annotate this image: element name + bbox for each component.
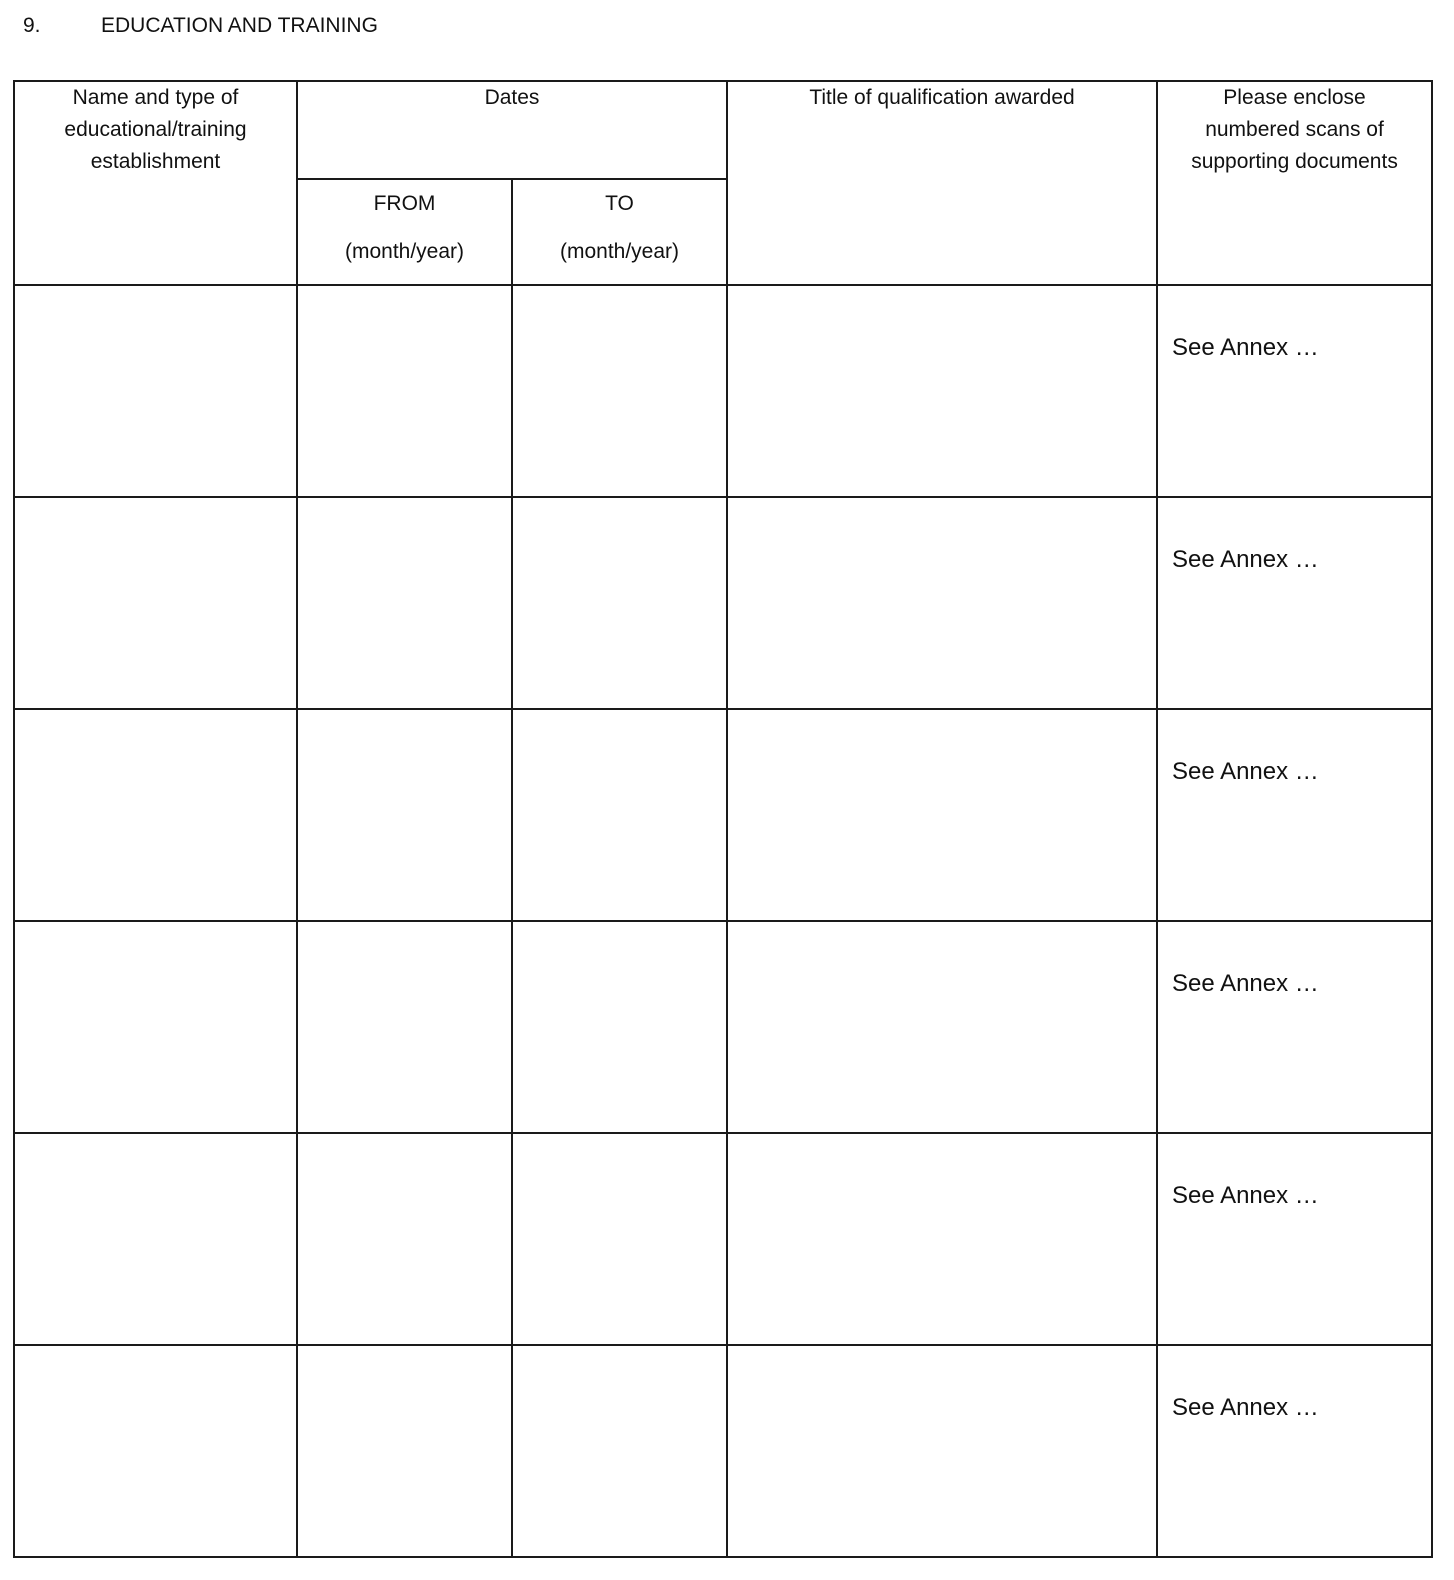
annex-cell[interactable]: See Annex … bbox=[1157, 497, 1432, 709]
from-date-cell[interactable] bbox=[297, 285, 512, 497]
from-date-cell[interactable] bbox=[297, 1345, 512, 1557]
table-row bbox=[14, 921, 1432, 1133]
to-date-cell[interactable] bbox=[512, 921, 727, 1133]
table-header-row bbox=[14, 81, 1432, 179]
annex-cell[interactable]: See Annex … bbox=[1157, 1345, 1432, 1557]
qualification-cell[interactable] bbox=[727, 709, 1157, 921]
header-establishment: Name and type of educational/training establishment bbox=[14, 81, 297, 285]
establishment-cell[interactable] bbox=[14, 497, 297, 709]
education-table bbox=[13, 80, 1433, 1558]
qualification-cell[interactable] bbox=[727, 1133, 1157, 1345]
qualification-cell[interactable] bbox=[727, 921, 1157, 1133]
from-date-cell[interactable] bbox=[297, 709, 512, 921]
header-to-format: (month/year) bbox=[559, 240, 680, 263]
qualification-cell[interactable] bbox=[727, 1345, 1157, 1557]
establishment-cell[interactable] bbox=[14, 1133, 297, 1345]
annex-cell[interactable]: See Annex … bbox=[1157, 285, 1432, 497]
qualification-cell[interactable] bbox=[727, 285, 1157, 497]
establishment-cell[interactable] bbox=[14, 285, 297, 497]
header-documents: Please enclose numbered scans of supporting documents bbox=[1157, 81, 1432, 285]
header-from-label: FROM bbox=[373, 192, 436, 215]
from-date-cell[interactable] bbox=[297, 497, 512, 709]
from-date-cell[interactable] bbox=[297, 1133, 512, 1345]
header-dates: Dates bbox=[297, 81, 727, 179]
header-to bbox=[512, 179, 727, 285]
header-from-format: (month/year) bbox=[344, 240, 465, 263]
header-qualification: Title of qualification awarded bbox=[727, 81, 1157, 285]
to-date-cell[interactable] bbox=[512, 285, 727, 497]
header-from bbox=[297, 179, 512, 285]
to-date-cell[interactable] bbox=[512, 709, 727, 921]
section-title: EDUCATION AND TRAINING bbox=[101, 14, 378, 37]
establishment-cell[interactable] bbox=[14, 921, 297, 1133]
to-date-cell[interactable] bbox=[512, 1345, 727, 1557]
table-row bbox=[14, 1345, 1432, 1557]
table-row bbox=[14, 1133, 1432, 1345]
table-row bbox=[14, 285, 1432, 497]
annex-cell[interactable]: See Annex … bbox=[1157, 1133, 1432, 1345]
annex-cell[interactable]: See Annex … bbox=[1157, 709, 1432, 921]
from-date-cell[interactable] bbox=[297, 921, 512, 1133]
to-date-cell[interactable] bbox=[512, 497, 727, 709]
to-date-cell[interactable] bbox=[512, 1133, 727, 1345]
annex-cell[interactable]: See Annex … bbox=[1157, 921, 1432, 1133]
table-row bbox=[14, 497, 1432, 709]
establishment-cell[interactable] bbox=[14, 709, 297, 921]
establishment-cell[interactable] bbox=[14, 1345, 297, 1557]
qualification-cell[interactable] bbox=[727, 497, 1157, 709]
header-to-label: TO bbox=[605, 192, 634, 215]
section-number: 9. bbox=[23, 14, 41, 37]
table-row bbox=[14, 709, 1432, 921]
